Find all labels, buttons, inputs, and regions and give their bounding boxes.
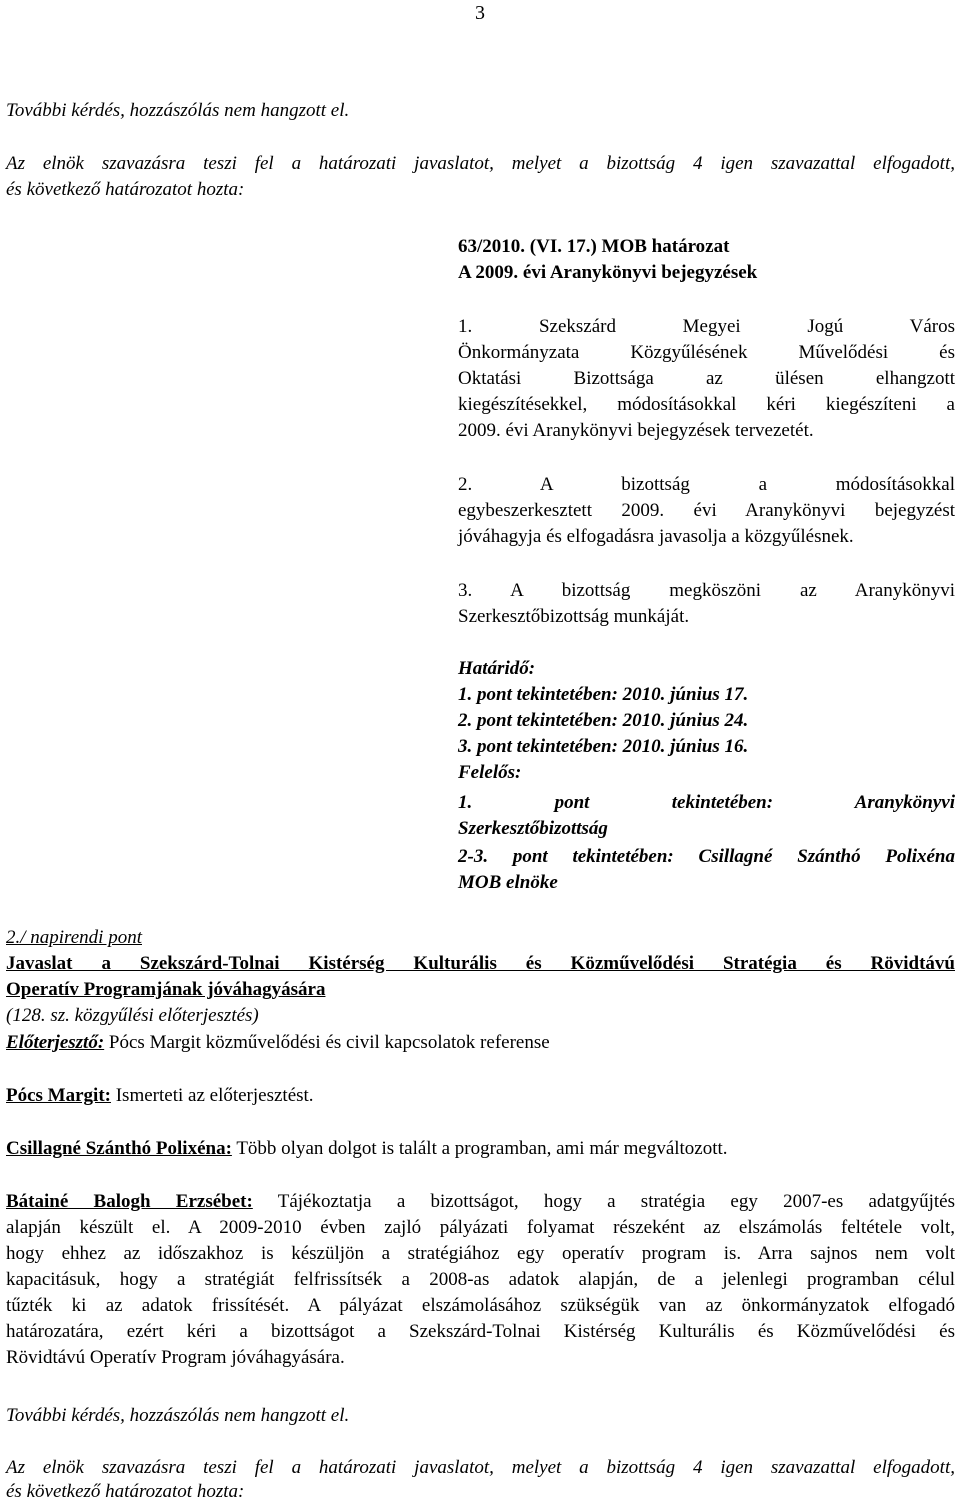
deadline-item: 2. pont tekintetében: 2010. június 24. [458, 710, 749, 731]
no-more-questions-text: További kérdés, hozzászólás nem hangzott el. [6, 1405, 350, 1426]
speaker3-text: Tájékoztatja a bizottságot, hogy a stratégia egy 2007-es adatgyűjtés [252, 1191, 955, 1212]
responsible-item: Szerkesztőbizottság [458, 818, 608, 839]
vote-text-line2: és következő határozatot hozta: [6, 1481, 245, 1502]
speaker1-line [6, 1083, 955, 1109]
agenda-reference: (128. sz. közgyűlési előterjesztés) [6, 1005, 259, 1026]
resolution-item1-line: Oktatási Bizottsága az ülésen elhangzott [458, 368, 955, 389]
resolution-number: 63/2010. (VI. 17.) MOB határozat [458, 236, 730, 257]
resolution-item1-line: kiegészítésekkel, módosításokkal kéri kiegészíteni a [458, 394, 955, 415]
speaker2-text: Több olyan dolgot is talált a programban, ami már megváltozott. [231, 1138, 728, 1159]
speaker3-line: Rövidtávú Operatív Program jóváhagyására. [6, 1347, 345, 1368]
speaker3-line: alapján készült el. A 2009-2010 évben zajló pályázati folyamat részeként az elszámolás feltétele volt, [6, 1217, 955, 1238]
presenter-text: Pócs Margit közművelődési és civil kapcsolatok referense [104, 1032, 550, 1053]
resolution-item2-line: egybeszerkesztett 2009. évi Aranykönyvi bejegyzést [458, 500, 955, 521]
resolution-item1-line: Önkormányzata Közgyűlésének Művelődési és [458, 342, 955, 363]
speaker3-line: tűzték ki az adatok frissítését. A pályázat elszámolásához szükségük van az önkormányzatok elfogadó [6, 1295, 955, 1316]
responsible-label: Felelős: [458, 762, 522, 783]
resolution-item3-line: 3. A bizottság megköszöni az Aranykönyvi [458, 580, 955, 601]
responsible-item: 2-3. pont tekintetében: Csillagné Szánthó Polixéna [458, 846, 955, 867]
speaker3-line: hogy ehhez az időszakhoz is készüljön a stratégiához egy operatív program is. Arra sajnos nem volt [6, 1243, 955, 1264]
speaker3-line: határozatára, ezért kéri a bizottságot a Szekszárd-Tolnai Kistérség Kulturális és Közművelődési és [6, 1321, 955, 1342]
vote-text-line1: Az elnök szavazásra teszi fel a határozati javaslatot, melyet a bizottság 4 igen szavazattal elfogadott, [6, 153, 955, 174]
vote-text-line2: és következő határozatot hozta: [6, 179, 245, 200]
resolution-item2-line: jóváhagyja és elfogadásra javasolja a közgyűlésnek. [458, 526, 854, 547]
presenter-line [6, 1030, 955, 1056]
speaker3-name: Bátainé Balogh Erzsébet: [6, 1191, 253, 1212]
deadline-label: Határidő: [458, 658, 536, 679]
deadline-item: 1. pont tekintetében: 2010. június 17. [458, 684, 749, 705]
responsible-item: MOB elnöke [458, 872, 558, 893]
speaker3-line [6, 1189, 955, 1215]
resolution-item3-line: Szerkesztőbizottság munkáját. [458, 606, 690, 627]
presenter-label: Előterjesztő: [6, 1032, 105, 1053]
responsible-item: 1. pont tekintetében: Aranykönyvi [458, 792, 955, 813]
resolution-item2-line: 2. A bizottság a módosításokkal [458, 474, 955, 495]
vote-text-line1: Az elnök szavazásra teszi fel a határozati javaslatot, melyet a bizottság 4 igen szavazattal elfogadott, [6, 1457, 955, 1478]
speaker3-line: kapacitásuk, hogy a stratégiát felfrissítsék a 2008-as adatok alapján, de a jelenlegi programban célul [6, 1269, 955, 1290]
no-more-questions-text: További kérdés, hozzászólás nem hangzott el. [6, 100, 350, 121]
agenda-title-line1: Javaslat a Szekszárd-Tolnai Kistérség Kulturális és Közművelődési Stratégia és Rövidtávú [6, 953, 955, 974]
speaker2-line [6, 1136, 955, 1162]
agenda-point-label: 2./ napirendi pont [6, 927, 142, 948]
deadline-item: 3. pont tekintetében: 2010. június 16. [458, 736, 749, 757]
agenda-title-line2: Operatív Programjának jóváhagyására [6, 979, 326, 1000]
speaker1-name: Pócs Margit: [6, 1085, 111, 1106]
page-number: 3 [475, 2, 485, 24]
speaker2-name: Csillagné Szánthó Polixéna: [6, 1138, 232, 1159]
resolution-item1-line: 1. Szekszárd Megyei Jogú Város [458, 316, 955, 337]
speaker1-text: Ismerteti az előterjesztést. [110, 1085, 314, 1106]
resolution-subject: A 2009. évi Aranykönyvi bejegyzések [458, 262, 758, 283]
resolution-item1-line: 2009. évi Aranykönyvi bejegyzések tervezetét. [458, 420, 814, 441]
